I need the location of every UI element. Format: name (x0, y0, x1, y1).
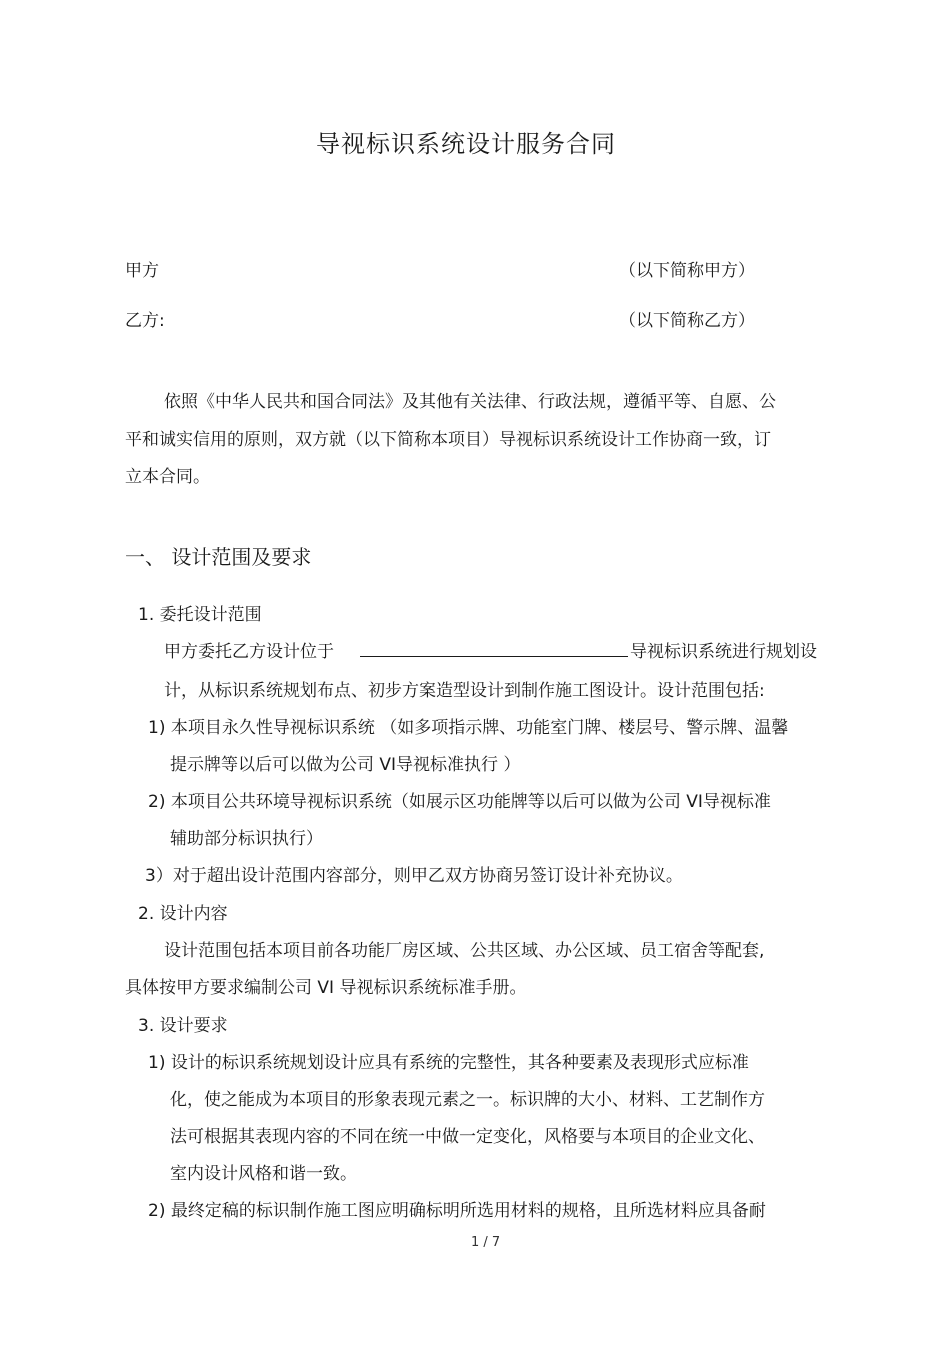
requirement-line: 室内设计风格和谐一致。 (170, 1164, 357, 1184)
requirement-line: 化，使之能成为本项目的形象表现元素之一。标识牌的大小、材料、工艺制作方 (170, 1090, 765, 1110)
scope-subitem-cont: 辅助部分标识执行） (170, 829, 323, 849)
party-b-suffix: （以下简称乙方） (619, 311, 755, 331)
party-a-suffix: （以下简称甲方） (619, 261, 755, 281)
scope-subitem: 2) 本项目公共环境导视标识系统（如展示区功能牌等以后可以做为公司 VI导视标准 (148, 792, 771, 812)
content-line: 设计范围包括本项目前各功能厂房区域、公共区域、办公区域、员工宿舍等配套, (164, 941, 765, 961)
item-heading: 1. 委托设计范围 (138, 605, 262, 625)
requirement-line: 2) 最终定稿的标识制作施工图应明确标明所选用材料的规格，且所选材料应具备耐 (148, 1201, 766, 1221)
page-number: 1 / 7 (471, 1235, 501, 1250)
scope-line-before: 甲方委托乙方设计位于 (164, 642, 334, 662)
party-b-label: 乙方: (125, 311, 165, 331)
intro-line: 依照《中华人民共和国合同法》及其他有关法律、行政法规，遵循平等、自愿、公 (164, 392, 776, 412)
scope-subitem-cont: 提示牌等以后可以做为公司 VI导视标准执行 ） (170, 755, 521, 775)
document-title: 导视标识系统设计服务合同 (316, 130, 616, 158)
content-line: 具体按甲方要求编制公司 VI 导视标识系统标准手册。 (125, 978, 527, 998)
intro-line: 平和诚实信用的原则，双方就（以下简称本项目）导视标识系统设计工作协商一致，订 (125, 430, 771, 450)
item-heading: 2. 设计内容 (138, 904, 228, 924)
scope-subitem: 3）对于超出设计范围内容部分，则甲乙双方协商另签订设计补充协议。 (145, 866, 683, 886)
section-heading: 一、 设计范围及要求 (125, 545, 312, 569)
intro-line: 立本合同。 (125, 467, 210, 487)
scope-line-after: 导视标识系统进行规划设 (630, 642, 817, 662)
scope-line: 计，从标识系统规划布点、初步方案造型设计到制作施工图设计。设计范围包括: (164, 681, 765, 701)
scope-subitem: 1) 本项目永久性导视标识系统 （如多项指示牌、功能室门牌、楼层号、警示牌、温馨 (148, 718, 789, 738)
scope-line (164, 637, 817, 662)
location-blank-field[interactable] (360, 640, 628, 657)
requirement-line: 法可根据其表现内容的不同在统一中做一定变化，风格要与本项目的企业文化、 (170, 1127, 765, 1147)
party-a-label: 甲方 (125, 261, 159, 281)
requirement-line: 1) 设计的标识系统规划设计应具有系统的完整性，其各种要素及表现形式应标准 (148, 1053, 749, 1073)
item-heading: 3. 设计要求 (138, 1016, 228, 1036)
